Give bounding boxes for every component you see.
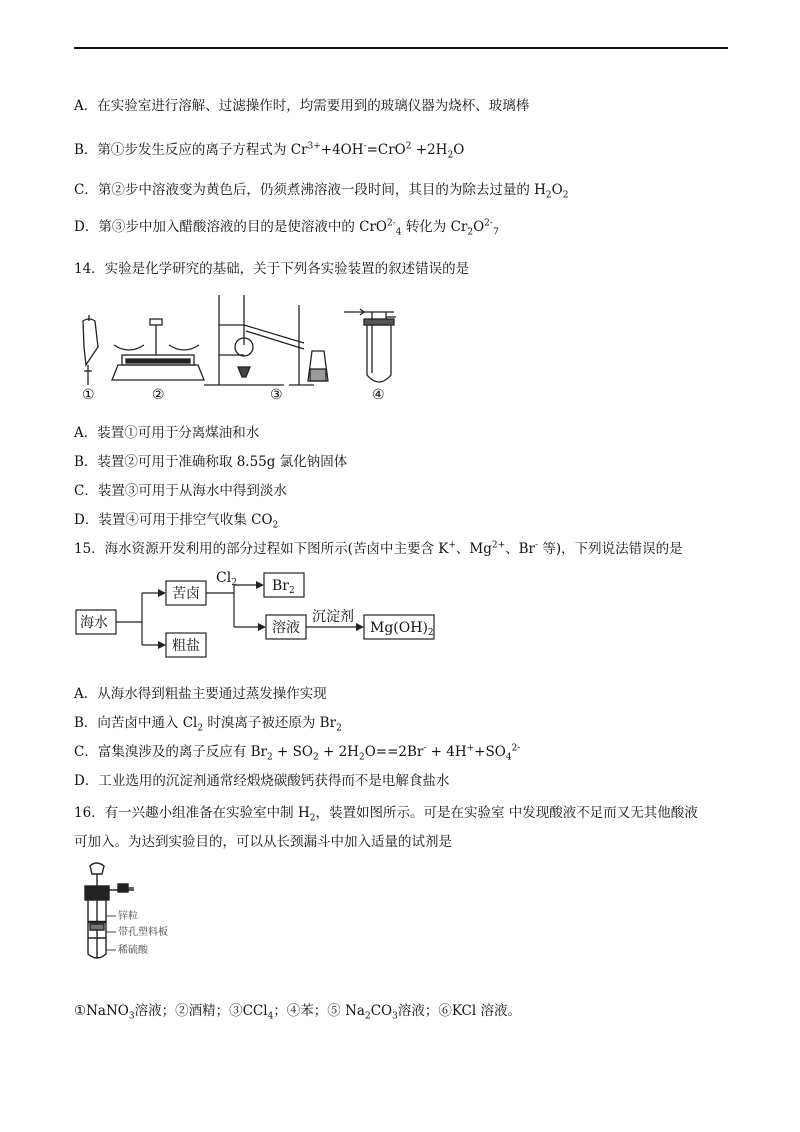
q14-option-b: B．装置②可用于准确称取 8.55g 氯化钠固体 bbox=[74, 454, 348, 470]
apparatus-label-3: ③ bbox=[270, 387, 283, 403]
q13-option-c: C．第②步中溶液变为黄色后，仍须煮沸溶液一段时间，其目的为除去过量的 $H_2O_2$ bbox=[74, 182, 569, 201]
apparatus-label-2: ② bbox=[152, 387, 165, 403]
q16-reagent-options: ①NaNO$_3$溶液；②酒精；③CCl$_4$；④苯；⑤ $Na_2CO_3$溶液；⑥KCl 溶液。 bbox=[74, 1003, 521, 1022]
label-dilute-sulfuric-acid: 稀硫酸 bbox=[118, 945, 148, 956]
q15-stem: 15．海水资源开发利用的部分过程如下图所示(苦卤中主要含 K+、$Mg^{2+}$、Br- 等)，下列说法错误的是 bbox=[74, 540, 683, 557]
q14-option-c: C．装置③可用于从海水中得到淡水 bbox=[74, 483, 287, 499]
header-rule bbox=[74, 47, 728, 49]
separatory-funnel-icon bbox=[83, 315, 98, 385]
q14-apparatus-figure bbox=[74, 285, 414, 405]
label-zinc: 锌粒 bbox=[118, 911, 138, 922]
q14-option-a: A．装置①可用于分离煤油和水 bbox=[74, 425, 260, 441]
label-perforated-plate: 带孔塑料板 bbox=[118, 927, 168, 938]
flow-seawater: 海水 bbox=[80, 615, 108, 631]
q16-hydrogen-apparatus-figure bbox=[76, 862, 216, 967]
q13-option-a: A．在实验室进行溶解、过滤操作时，均需要用到的玻璃仪器为烧杯、玻璃棒 bbox=[74, 98, 530, 114]
flow-precipitant: 沉淀剂 bbox=[312, 609, 354, 625]
distillation-apparatus-icon bbox=[204, 295, 328, 385]
apparatus-labels bbox=[82, 387, 385, 403]
gas-collection-flask-icon bbox=[344, 309, 396, 382]
q14-option-d: D．装置④可用于排空气收集 $CO_2$ bbox=[74, 512, 279, 531]
q15-option-c: C．富集溴涉及的离子反应有 $Br_2 + SO_2 + 2H_2O==2Br^- + 4H^++SO_4^{2-}$ bbox=[74, 743, 521, 763]
q16-stem-line1: 16．有一兴趣小组准备在实验室中制 $H_2$，装置如图所示。可是在实验室 中发现酸液不足而又无其他酸液 bbox=[74, 805, 698, 824]
flow-br2: $Br_2$ bbox=[272, 578, 295, 596]
q13-option-b: B．第①步发生反应的离子方程式为 $Cr^{3+}+4OH^-=CrO^2 +2H_2O$ bbox=[74, 141, 465, 161]
q14-stem: 14．实验是化学研究的基础，关于下列各实验装置的叙述错误的是 bbox=[74, 261, 470, 277]
flow-solution: 溶液 bbox=[272, 620, 300, 636]
flow-mgoh2: $Mg(OH)_2$ bbox=[370, 620, 434, 638]
q15-option-a: A．从海水得到粗盐主要通过蒸发操作实现 bbox=[74, 686, 327, 702]
apparatus-label-4: ④ bbox=[372, 387, 385, 403]
q15-flowchart bbox=[72, 565, 442, 665]
q13-option-d: D．第③步中加入醋酸溶液的目的是使溶液中的 CrO$^{2-}_4$ 转化为 $Cr_2O^{2-}_7$ bbox=[74, 218, 499, 238]
flow-crude-salt: 粗盐 bbox=[172, 638, 200, 654]
flow-bittern: 苦卤 bbox=[172, 586, 200, 602]
q15-option-d: D．工业选用的沉淀剂通常经煅烧碳酸钙获得而不是电解食盐水 bbox=[74, 773, 450, 789]
balance-icon bbox=[112, 319, 204, 380]
apparatus-label-1: ① bbox=[82, 387, 95, 403]
flow-cl2: $Cl_2$ bbox=[216, 570, 237, 588]
q15-option-b: B．向苦卤中通入 $Cl_2$ 时溴离子被还原为 $Br_2$ bbox=[74, 715, 342, 734]
q16-stem-line2: 可加入。为达到实验目的，可以从长颈漏斗中加入适量的试剂是 bbox=[74, 834, 452, 850]
